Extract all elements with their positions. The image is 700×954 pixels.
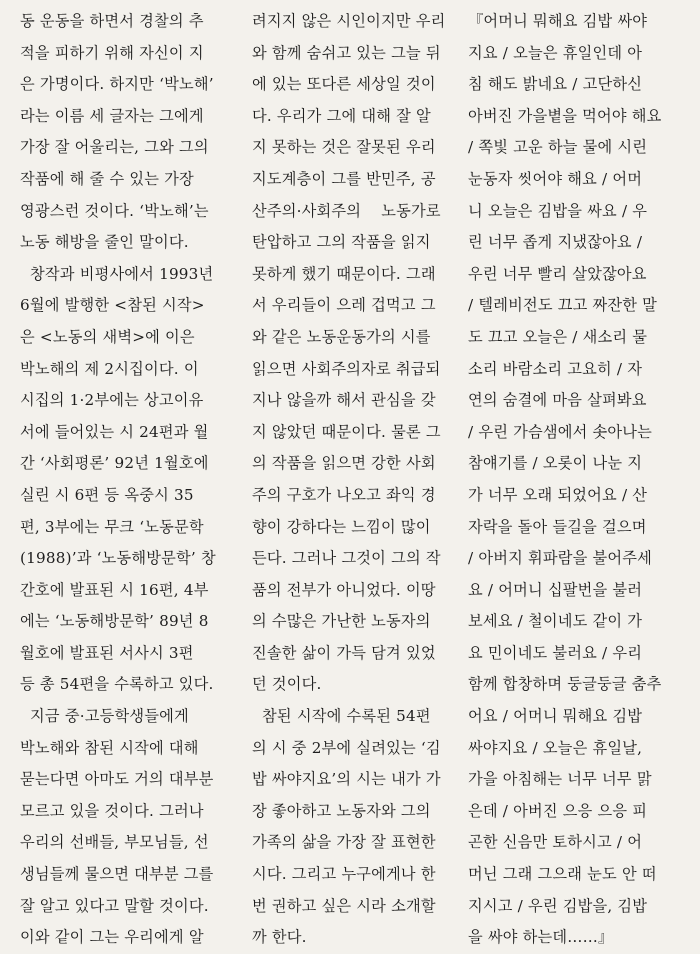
text-line: 소리 바람소리 고요히 / 자 [468, 359, 643, 378]
text-line: 우리의 선배들, 부모님들, 선 [20, 833, 209, 852]
text-line: 박노해와 참된 시작에 대해 [20, 738, 199, 757]
text-line: 은 <노동의 새벽>에 이은 [20, 327, 195, 346]
text-line: 자락을 돌아 들길을 걸으며 [468, 517, 647, 536]
text-line: 노동 해방을 줄인 말이다. [20, 233, 189, 252]
text-line: 시집의 1·2부에는 상고이유 [20, 391, 204, 410]
text-line: 의 수많은 가난한 노동자의 [252, 612, 431, 631]
text-line: 참얘기를 / 오롯이 나눈 지 [468, 454, 643, 473]
text-line: 탄압하고 그의 작품을 읽지 [252, 233, 431, 252]
text-line: 가장 잘 어울리는, 그와 그의 [20, 138, 209, 157]
text-line: 잘 알고 있다고 말할 것이다. [20, 896, 209, 915]
text-column-right [468, 6, 694, 954]
text-line: 은 가명이다. 하지만 ‘박노해’ [20, 75, 214, 94]
text-line: 박노해의 제 2시집이다. 이 [20, 359, 199, 378]
text-line: 라는 이름 세 글자는 그에게 [20, 106, 204, 125]
text-line: 에는 ‘노동해방문학’ 89년 8 [20, 612, 209, 631]
text-line: 연의 숨결에 마음 살펴봐요 [468, 391, 647, 410]
text-line: 보세요 / 철이네도 같이 가 [468, 612, 643, 631]
text-line: 편, 3부에는 무크 ‘노동문학 [20, 517, 204, 536]
text-line: 지 못하는 것은 잘못된 우리 [252, 138, 436, 157]
text-line: 의 시 중 2부에 실려있는 ‘김 [252, 738, 441, 757]
text-line: 향이 강하다는 느낌이 많이 [252, 517, 431, 536]
text-line: 의 작품을 읽으면 강한 사회 [252, 454, 436, 473]
text-line: 장 좋아하고 노동자와 그의 [252, 801, 431, 820]
text-line: 침 해도 밝네요 / 고단하신 [468, 75, 643, 94]
text-line: 서 우리들이 으레 겁먹고 그 [252, 296, 436, 315]
text-line: 등 총 54편을 수록하고 있다. [20, 675, 214, 694]
text-line: 번 권하고 싶은 시라 소개할 [252, 896, 436, 915]
text-line: 적을 피하기 위해 자신이 지 [20, 43, 204, 62]
text-line: (1988)’과 ‘노동해방문학’ 창 [20, 549, 216, 568]
text-line: 생님들께 물으면 대부분 그를 [20, 865, 214, 884]
text-line: 영광스런 것이다. ‘박노해’는 [20, 201, 209, 220]
text-line: 도 끄고 오늘은 / 새소리 물 [468, 327, 648, 346]
text-line: 진솔한 삶이 가득 담겨 있었 [252, 643, 436, 662]
text-line: / 우린 가슴샘에서 솟아나는 [468, 422, 652, 441]
text-line: 려지지 않은 시인이지만 우리 [252, 12, 446, 30]
text-line: 작품에 해 줄 수 있는 가장 [20, 169, 194, 188]
text-line: 지금 중·고등학생들에게 [20, 707, 189, 726]
text-line: 다. 우리가 그에 대해 잘 알 [252, 106, 431, 125]
text-line: 지요 / 오늘은 휴일인데 아 [468, 43, 643, 62]
text-line: 니 오늘은 김밥을 싸요 / 우 [468, 201, 648, 220]
text-line: 주의 구호가 나오고 좌익 경 [252, 485, 436, 504]
text-line: 모르고 있을 것이다. 그러나 [20, 801, 204, 820]
text-line: 와 함께 숨쉬고 있는 그늘 뒤 [252, 43, 441, 62]
text-line: / 아버지 휘파람을 불어주세 [468, 549, 652, 568]
text-line: 산주의·사회주의 노동가로 [252, 201, 441, 220]
text-line: 간호에 발표된 시 16편, 4부 [20, 580, 209, 599]
text-line: 눈동자 씻어야 해요 / 어머 [468, 169, 643, 188]
text-line: 린 너무 좁게 지냈잖아요 / [468, 233, 643, 252]
text-line: 에 있는 또다른 세상일 것이 [252, 75, 436, 94]
text-line: 지도계층이 그를 반민주, 공 [252, 169, 436, 188]
text-line: 던 것이다. [252, 675, 322, 694]
text-line: 와 같은 노동운동가의 시를 [252, 327, 431, 346]
text-line: 머닌 그래 그으래 눈도 안 떠 [468, 865, 657, 884]
text-line: 지 않았던 때문이다. 물론 그 [252, 422, 441, 441]
text-line: 까 한다. [252, 928, 307, 947]
text-line: / 텔레비전도 끄고 짜잔한 말 [468, 296, 658, 315]
text-line: 참된 시작에 수록된 54편 [252, 707, 431, 726]
text-line: 요 민이네도 불러요 / 우리 [468, 643, 643, 662]
text-line: 이와 같이 그는 우리에게 알 [20, 928, 204, 947]
text-line: 요 / 어머니 십팔번을 불러 [468, 580, 643, 599]
text-line: 동 운동을 하면서 경찰의 추 [20, 12, 204, 30]
text-line: 지나 않을까 해서 관심을 갖 [252, 391, 436, 410]
text-column-middle [252, 6, 460, 954]
text-line: 아버진 가을볕을 먹어야 해요 [468, 106, 662, 125]
text-line: 곤한 신음만 토하시고 / 어 [468, 833, 643, 852]
text-line: 우린 너무 빨리 살았잖아요 [468, 264, 647, 283]
text-line: 간 ‘사회평론’ 92년 1월호에 [20, 454, 209, 473]
text-line: 실린 시 6편 등 옥중시 35 [20, 485, 194, 504]
text-line: 은데 / 아버진 으응 으응 피 [468, 801, 648, 820]
text-line: 어요 / 어머니 뭐해요 김밥 [468, 707, 643, 726]
text-line: 을 싸야 하는데……』 [468, 928, 614, 947]
text-line: 읽으면 사회주의자로 취급되 [252, 359, 441, 378]
text-line: 창작과 비평사에서 1993년 [20, 264, 214, 283]
text-line: 밥 싸야지요’의 시는 내가 가 [252, 770, 441, 789]
text-line: 지시고 / 우린 김밥을, 김밥 [468, 896, 648, 915]
text-line: 싸야지요 / 오늘은 휴일날, [468, 738, 643, 757]
text-line: 시다. 그리고 누구에게나 한 [252, 865, 436, 884]
text-line: 든다. 그러나 그것이 그의 작 [252, 549, 441, 568]
text-line: 가 너무 오래 되었어요 / 산 [468, 485, 648, 504]
text-line: 묻는다면 아마도 거의 대부분 [20, 770, 214, 789]
text-line: 함께 합창하며 둥글둥글 춤추 [468, 675, 662, 694]
text-line: 서에 들어있는 시 24편과 월 [20, 422, 209, 441]
text-line: 품의 전부가 아니었다. 이땅 [252, 580, 436, 599]
text-line: 6월에 발행한 <참된 시작> [20, 296, 205, 315]
text-line: / 쪽빛 고운 하늘 물에 시린 [468, 138, 648, 157]
text-line: 『어머니 뭐해요 김밥 싸야 [468, 12, 648, 30]
text-line: 가족의 삶을 가장 잘 표현한 [252, 833, 436, 852]
text-line: 월호에 발표된 서사시 3편 [20, 643, 194, 662]
text-line: 못하게 했기 때문이다. 그래 [252, 264, 436, 283]
text-line: 가을 아침해는 너무 너무 맑 [468, 770, 652, 789]
text-column-left [20, 6, 242, 954]
